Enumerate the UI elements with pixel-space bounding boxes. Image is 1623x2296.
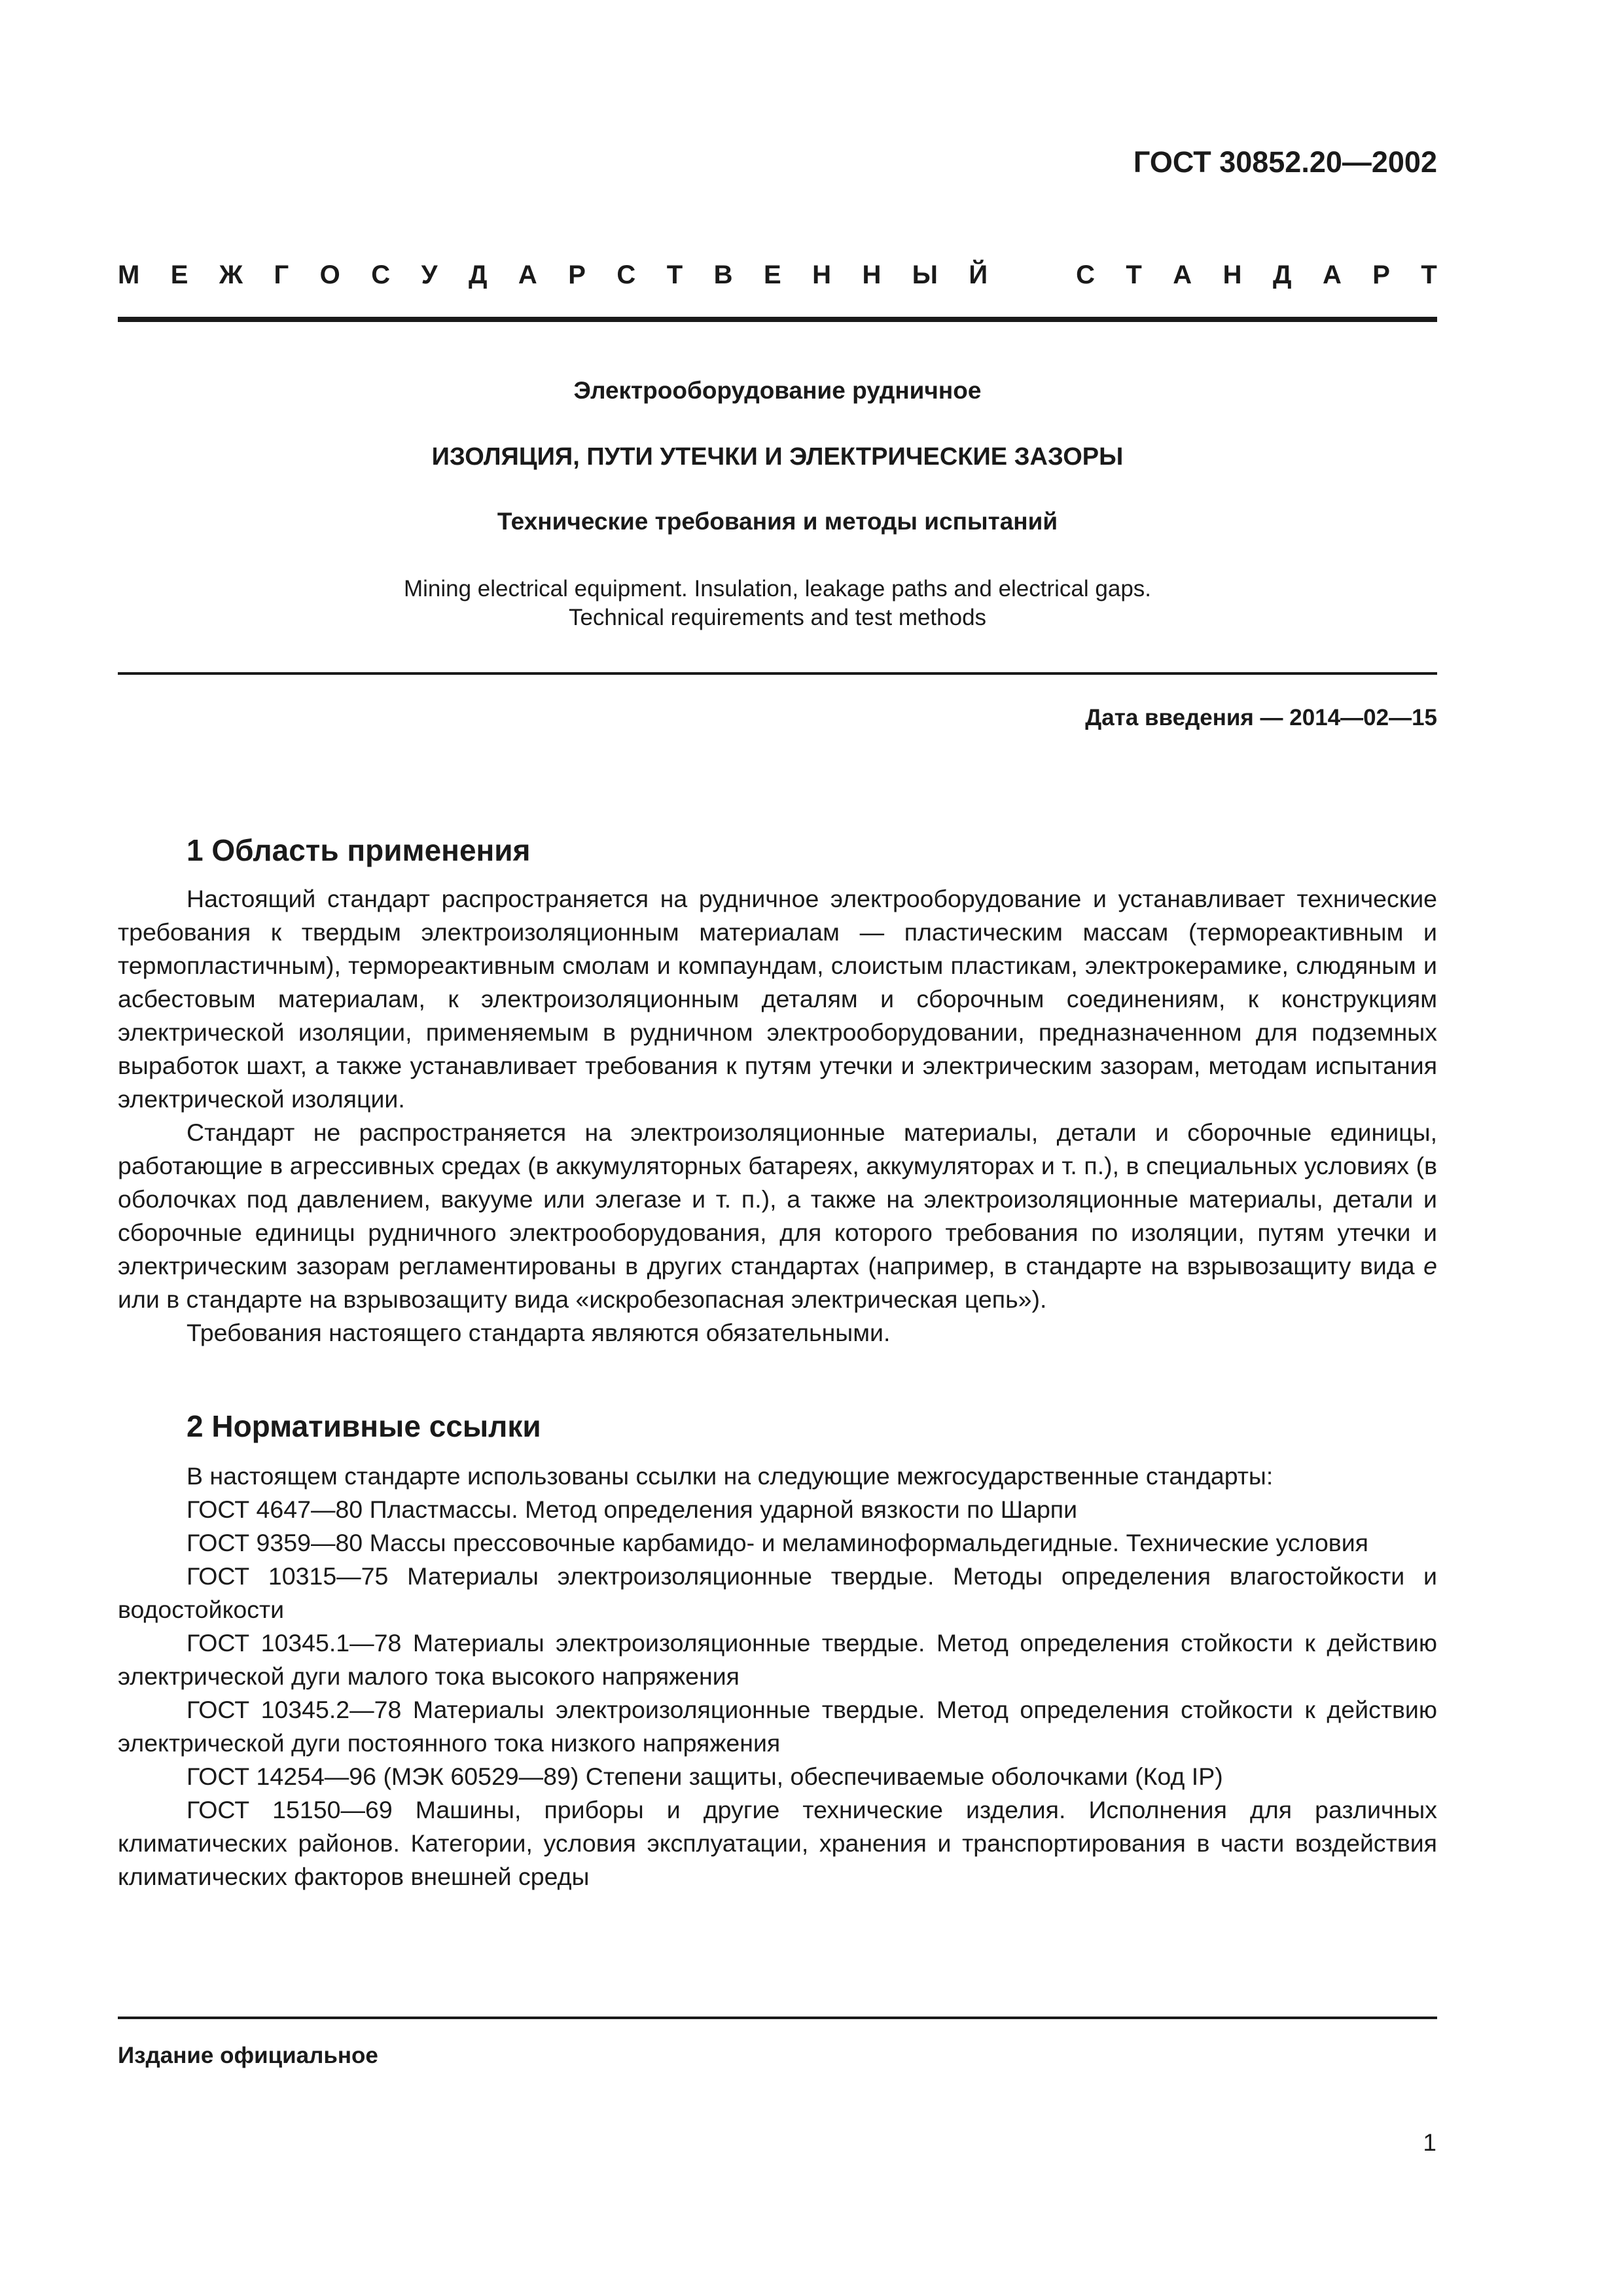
word-gap	[1019, 259, 1045, 291]
standard-type-letter: Й	[969, 260, 988, 289]
paragraph-text: Стандарт не распространяется на электроизоляционные материалы, детали и сборочные единицы, работающие в агрессивных средах (в аккумуляторных батареях, аккумуляторах и т. п.), в специальных условиях (в оболочках под давлением, вакууме или элегазе и т. п.), а также на электроизоляционные материалы, детали и сборочные единицы рудничного электрооборудования, для которого требования по изоляции, путям утечки и электрическим зазорам регламентированы в других стандартах (например, в стандарте на взрывозащиту вида	[118, 1119, 1437, 1280]
standard-type-letter: А	[1173, 260, 1192, 289]
title-main: ИЗОЛЯЦИЯ, ПУТИ УТЕЧКИ И ЭЛЕКТРИЧЕСКИЕ ЗАЗОРЫ	[431, 443, 1124, 471]
standard-type-letter: Н	[812, 260, 831, 289]
paragraph-italic-letter: е	[1423, 1252, 1437, 1280]
standard-type-letter: Т	[666, 260, 683, 289]
header-rule	[118, 317, 1437, 322]
standard-type-letter: С	[1076, 260, 1095, 289]
standard-type-letter: Г	[274, 260, 289, 289]
section-1-paragraph: Требования настоящего стандарта являются обязательными.	[187, 1319, 891, 1346]
standard-type-letter: Ж	[219, 260, 243, 289]
standard-type-letter: Р	[568, 260, 586, 289]
standard-type-letter: С	[616, 260, 636, 289]
standard-type-letter: С	[371, 260, 391, 289]
reference-item: ГОСТ 10345.2—78 Материалы электроизоляционные твердые. Метод определения стойкости к действию электрической дуги постоянного тока низкого напряжения	[118, 1696, 1437, 1757]
section-2-body	[118, 1460, 1437, 1893]
document-number: ГОСТ 30852.20—2002	[1133, 145, 1437, 179]
standard-type	[118, 259, 1437, 291]
title-english-line1: Mining electrical equipment. Insulation, leakage paths and electrical gaps.	[403, 576, 1152, 601]
title-subject: Электрооборудование рудничное	[573, 377, 982, 404]
section-2-heading: 2 Нормативные ссылки	[187, 1409, 541, 1443]
reference-item: ГОСТ 14254—96 (МЭК 60529—89) Степени защиты, обеспечиваемые оболочками (Код IP)	[187, 1763, 1223, 1790]
standard-type-letter: А	[1322, 260, 1342, 289]
section-1-paragraph: Настоящий стандарт распространяется на рудничное электрооборудование и устанавливает технические требования к твердым электроизоляционным материалам — пластическим массам (термореактивным и термопластичным), термореактивным смолам и компаундам, слоистым пластикам, электрокерамике, слюдяным и асбестовым материалам, к электроизоляционным деталям и сборочным соединениям, к конструкциям электрической изоляции, применяемым в рудничном электрооборудовании, предназначенном для подземных выработок шахт, а также устанавливает требования к путям утечки и электрическим зазорам, методам испытания электрической изоляции.	[118, 885, 1437, 1113]
title-rule	[118, 672, 1437, 675]
footer-rule	[118, 2017, 1437, 2019]
standard-type-letter: Д	[468, 260, 488, 289]
reference-item: ГОСТ 4647—80 Пластмассы. Метод определения ударной вязкости по Шарпи	[187, 1496, 1078, 1523]
section-2-intro: В настоящем стандарте использованы ссылки на следующие межгосударственные стандарты:	[187, 1462, 1274, 1490]
reference-item: ГОСТ 10315—75 Материалы электроизоляционные твердые. Методы определения влагостойкости и водостойкости	[118, 1562, 1437, 1623]
reference-item: ГОСТ 9359—80 Массы прессовочные карбамидо- и меламиноформальдегидные. Технические условия	[187, 1529, 1368, 1556]
standard-type-letter: В	[713, 260, 733, 289]
section-1-body	[118, 882, 1437, 1350]
standard-type-letter: А	[518, 260, 537, 289]
standard-type-letter: Ы	[912, 260, 938, 289]
standard-type-letter: Н	[862, 260, 882, 289]
section-1-paragraph	[118, 1116, 1437, 1316]
standard-type-letter: У	[421, 260, 438, 289]
paragraph-text: или в стандарте на взрывозащиту вида «искробезопасная электрическая цепь»).	[118, 1285, 1047, 1313]
standard-type-letter: М	[118, 260, 140, 289]
standard-type-letter: Е	[170, 260, 188, 289]
title-requirements: Технические требования и методы испытаний	[497, 508, 1058, 535]
standard-type-letter: Т	[1126, 260, 1142, 289]
standard-type-letter: Е	[763, 260, 781, 289]
reference-item: ГОСТ 10345.1—78 Материалы электроизоляционные твердые. Метод определения стойкости к действию электрической дуги малого тока высокого напряжения	[118, 1629, 1437, 1690]
title-english-line2: Technical requirements and test methods	[568, 605, 987, 630]
page-number: 1	[1423, 2129, 1436, 2156]
introduction-date: Дата введения — 2014—02—15	[1085, 705, 1437, 730]
standard-type-letter: Т	[1421, 260, 1437, 289]
standard-type-letter: Д	[1272, 260, 1292, 289]
edition-note: Издание официальное	[118, 2043, 378, 2068]
reference-item: ГОСТ 15150—69 Машины, приборы и другие технические изделия. Исполнения для различных климатических районов. Категории, условия эксплуатации, хранения и транспортирования в части воздействия климатических факторов внешней среды	[118, 1796, 1437, 1890]
section-1-heading: 1 Область применения	[187, 833, 531, 867]
standard-type-letter: Р	[1372, 260, 1390, 289]
standard-type-letter: О	[319, 260, 340, 289]
standard-type-letter: Н	[1222, 260, 1242, 289]
